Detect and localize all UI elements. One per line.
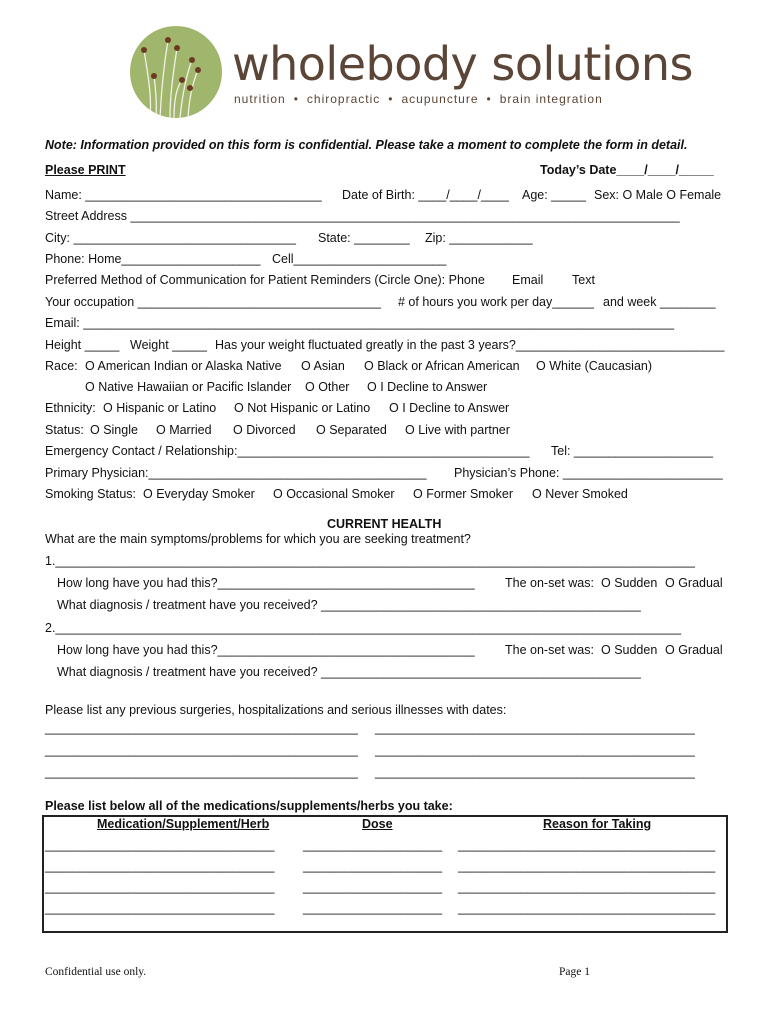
service-brain-integration: brain integration [499, 92, 603, 106]
race-option-white[interactable]: O White (Caucasian) [536, 359, 653, 373]
status-option-married[interactable]: O Married [156, 423, 212, 437]
symptom-2-onset-sudden[interactable]: O Sudden [601, 643, 658, 657]
status-option-divorced[interactable]: O Divorced [233, 423, 296, 437]
brand-name: wholebody solutions [232, 37, 694, 91]
smoking-option-everyday[interactable]: O Everyday Smoker [143, 487, 255, 501]
medication-dose-line[interactable]: ____________________ [303, 838, 443, 852]
zip-field[interactable]: Zip: ____________ [425, 231, 533, 245]
ethnicity-label: Ethnicity: [45, 401, 96, 415]
medications-heading: Please list below all of the medications/supplements/herbs you take: [45, 799, 453, 813]
race-option-native-hawaiian[interactable]: O Native Hawaiian or Pacific Islander [85, 380, 292, 394]
page-number: Page 1 [559, 966, 590, 978]
surgery-line-right[interactable]: ______________________________________________ [375, 765, 695, 779]
ethnicity-option-hispanic[interactable]: O Hispanic or Latino [103, 401, 217, 415]
symptoms-question: What are the main symptoms/problems for which you are seeking treatment? [45, 532, 471, 546]
symptom-2-onset-gradual[interactable]: O Gradual [665, 643, 723, 657]
status-option-separated[interactable]: O Separated [316, 423, 387, 437]
smoking-option-never[interactable]: O Never Smoked [532, 487, 628, 501]
surgery-line-left[interactable]: _____________________________________________ [45, 743, 358, 757]
age-field[interactable]: Age: _____ [522, 188, 586, 202]
status-label: Status: [45, 423, 84, 437]
medication-dose-line[interactable]: ____________________ [303, 901, 443, 915]
status-option-single[interactable]: O Single [90, 423, 138, 437]
race-option-decline[interactable]: O I Decline to Answer [367, 380, 488, 394]
symptom-1-onset-gradual[interactable]: O Gradual [665, 576, 723, 590]
service-acupuncture: acupuncture [401, 92, 479, 106]
symptom-2-onset-label: The on-set was: [505, 643, 594, 657]
symptom-1-field[interactable]: 1.____________________________________________________________________________________________ [45, 554, 695, 568]
symptom-1-onset-label: The on-set was: [505, 576, 594, 590]
height-field[interactable]: Height _____ [45, 338, 120, 352]
current-health-heading: CURRENT HEALTH [327, 517, 442, 531]
dob-field[interactable]: Date of Birth: ____/____/____ [342, 188, 509, 202]
footer-confidential: Confidential use only. [45, 966, 147, 978]
smoking-label: Smoking Status: [45, 487, 137, 501]
weight-fluctuation-field[interactable]: Has your weight fluctuated greatly in the past 3 years?______________________________ [215, 338, 725, 352]
service-chiropractic: chiropractic [306, 92, 381, 106]
street-address-field[interactable]: Street Address _______________________________________________________________________________ [45, 209, 680, 223]
weight-field[interactable]: Weight _____ [130, 338, 207, 352]
please-print-label: Please PRINT [45, 163, 126, 177]
smoking-option-occasional[interactable]: O Occasional Smoker [273, 487, 395, 501]
email-field[interactable]: Email: _____________________________________________________________________________________ [45, 316, 675, 330]
medication-name-line[interactable]: _________________________________ [45, 901, 275, 915]
surgery-line-left[interactable]: _____________________________________________ [45, 721, 358, 735]
hours-per-week-field[interactable]: and week ________ [603, 295, 716, 309]
emergency-tel-field[interactable]: Tel: ____________________ [551, 444, 713, 458]
medication-name-line[interactable]: _________________________________ [45, 838, 275, 852]
medication-reason-line[interactable]: _____________________________________ [458, 838, 716, 852]
phone-home-field[interactable]: Phone: Home____________________ [45, 252, 261, 266]
dose-column-header: Dose [362, 817, 393, 831]
status-option-live-with-partner[interactable]: O Live with partner [405, 423, 510, 437]
medication-name-line[interactable]: _________________________________ [45, 859, 275, 873]
reason-column-header: Reason for Taking [543, 817, 652, 831]
primary-physician-field[interactable]: Primary Physician:________________________________________ [45, 466, 427, 480]
medication-reason-line[interactable]: _____________________________________ [458, 901, 716, 915]
symptom-1-diagnosis-field[interactable]: What diagnosis / treatment have you received? ______________________________________________ [57, 598, 641, 612]
medication-dose-line[interactable]: ____________________ [303, 859, 443, 873]
race-option-american-indian[interactable]: O American Indian or Alaska Native [85, 359, 282, 373]
race-option-black[interactable]: O Black or African American [364, 359, 520, 373]
name-field[interactable]: Name: __________________________________ [45, 188, 322, 202]
leaf-stems-icon [130, 26, 222, 118]
smoking-option-former[interactable]: O Former Smoker [413, 487, 514, 501]
medication-dose-line[interactable]: ____________________ [303, 880, 443, 894]
preferred-method-email[interactable]: Email [512, 273, 544, 287]
medication-reason-line[interactable]: _____________________________________ [458, 859, 716, 873]
hours-per-day-field[interactable]: # of hours you work per day______ [398, 295, 594, 309]
symptom-2-field[interactable]: 2.__________________________________________________________________________________________ [45, 621, 682, 635]
phone-cell-field[interactable]: Cell______________________ [272, 252, 447, 266]
state-field[interactable]: State: ________ [318, 231, 410, 245]
emergency-contact-field[interactable]: Emergency Contact / Relationship:__________________________________________ [45, 444, 530, 458]
service-nutrition: nutrition [234, 92, 286, 106]
medication-column-header: Medication/Supplement/Herb [97, 817, 270, 831]
services-tagline: nutrition • chiropractic • acupuncture • brain integration [234, 92, 603, 106]
city-field[interactable]: City: ________________________________ [45, 231, 296, 245]
symptom-1-duration-field[interactable]: How long have you had this?_____________________________________ [57, 576, 475, 590]
symptom-2-duration-field[interactable]: How long have you had this?_____________________________________ [57, 643, 475, 657]
surgeries-prompt: Please list any previous surgeries, hospitalizations and serious illnesses with dates: [45, 703, 507, 717]
physician-phone-field[interactable]: Physician’s Phone: _______________________ [454, 466, 723, 480]
symptom-1-onset-sudden[interactable]: O Sudden [601, 576, 658, 590]
todays-date-field[interactable]: Today’s Date____/____/_____ [540, 163, 714, 177]
logo-mark [130, 26, 222, 118]
occupation-field[interactable]: Your occupation ___________________________________ [45, 295, 381, 309]
medication-name-line[interactable]: _________________________________ [45, 880, 275, 894]
surgery-line-right[interactable]: ______________________________________________ [375, 721, 695, 735]
ethnicity-option-not-hispanic[interactable]: O Not Hispanic or Latino [234, 401, 371, 415]
symptom-2-diagnosis-field[interactable]: What diagnosis / treatment have you received? ______________________________________________ [57, 665, 641, 679]
medication-reason-line[interactable]: _____________________________________ [458, 880, 716, 894]
race-option-other[interactable]: O Other [305, 380, 350, 394]
surgery-line-left[interactable]: _____________________________________________ [45, 765, 358, 779]
confidentiality-note: Note: Information provided on this form is confidential. Please take a moment to complete the form in detail. [45, 138, 688, 152]
race-label: Race: [45, 359, 78, 373]
race-option-asian[interactable]: O Asian [301, 359, 345, 373]
medications-table [42, 815, 728, 933]
preferred-method-text[interactable]: Text [572, 273, 595, 287]
sex-field[interactable]: Sex: O Male O Female [594, 188, 722, 202]
surgery-line-right[interactable]: ______________________________________________ [375, 743, 695, 757]
ethnicity-option-decline[interactable]: O I Decline to Answer [389, 401, 510, 415]
preferred-method-phone[interactable]: Preferred Method of Communication for Patient Reminders (Circle One): Phone [45, 273, 485, 287]
